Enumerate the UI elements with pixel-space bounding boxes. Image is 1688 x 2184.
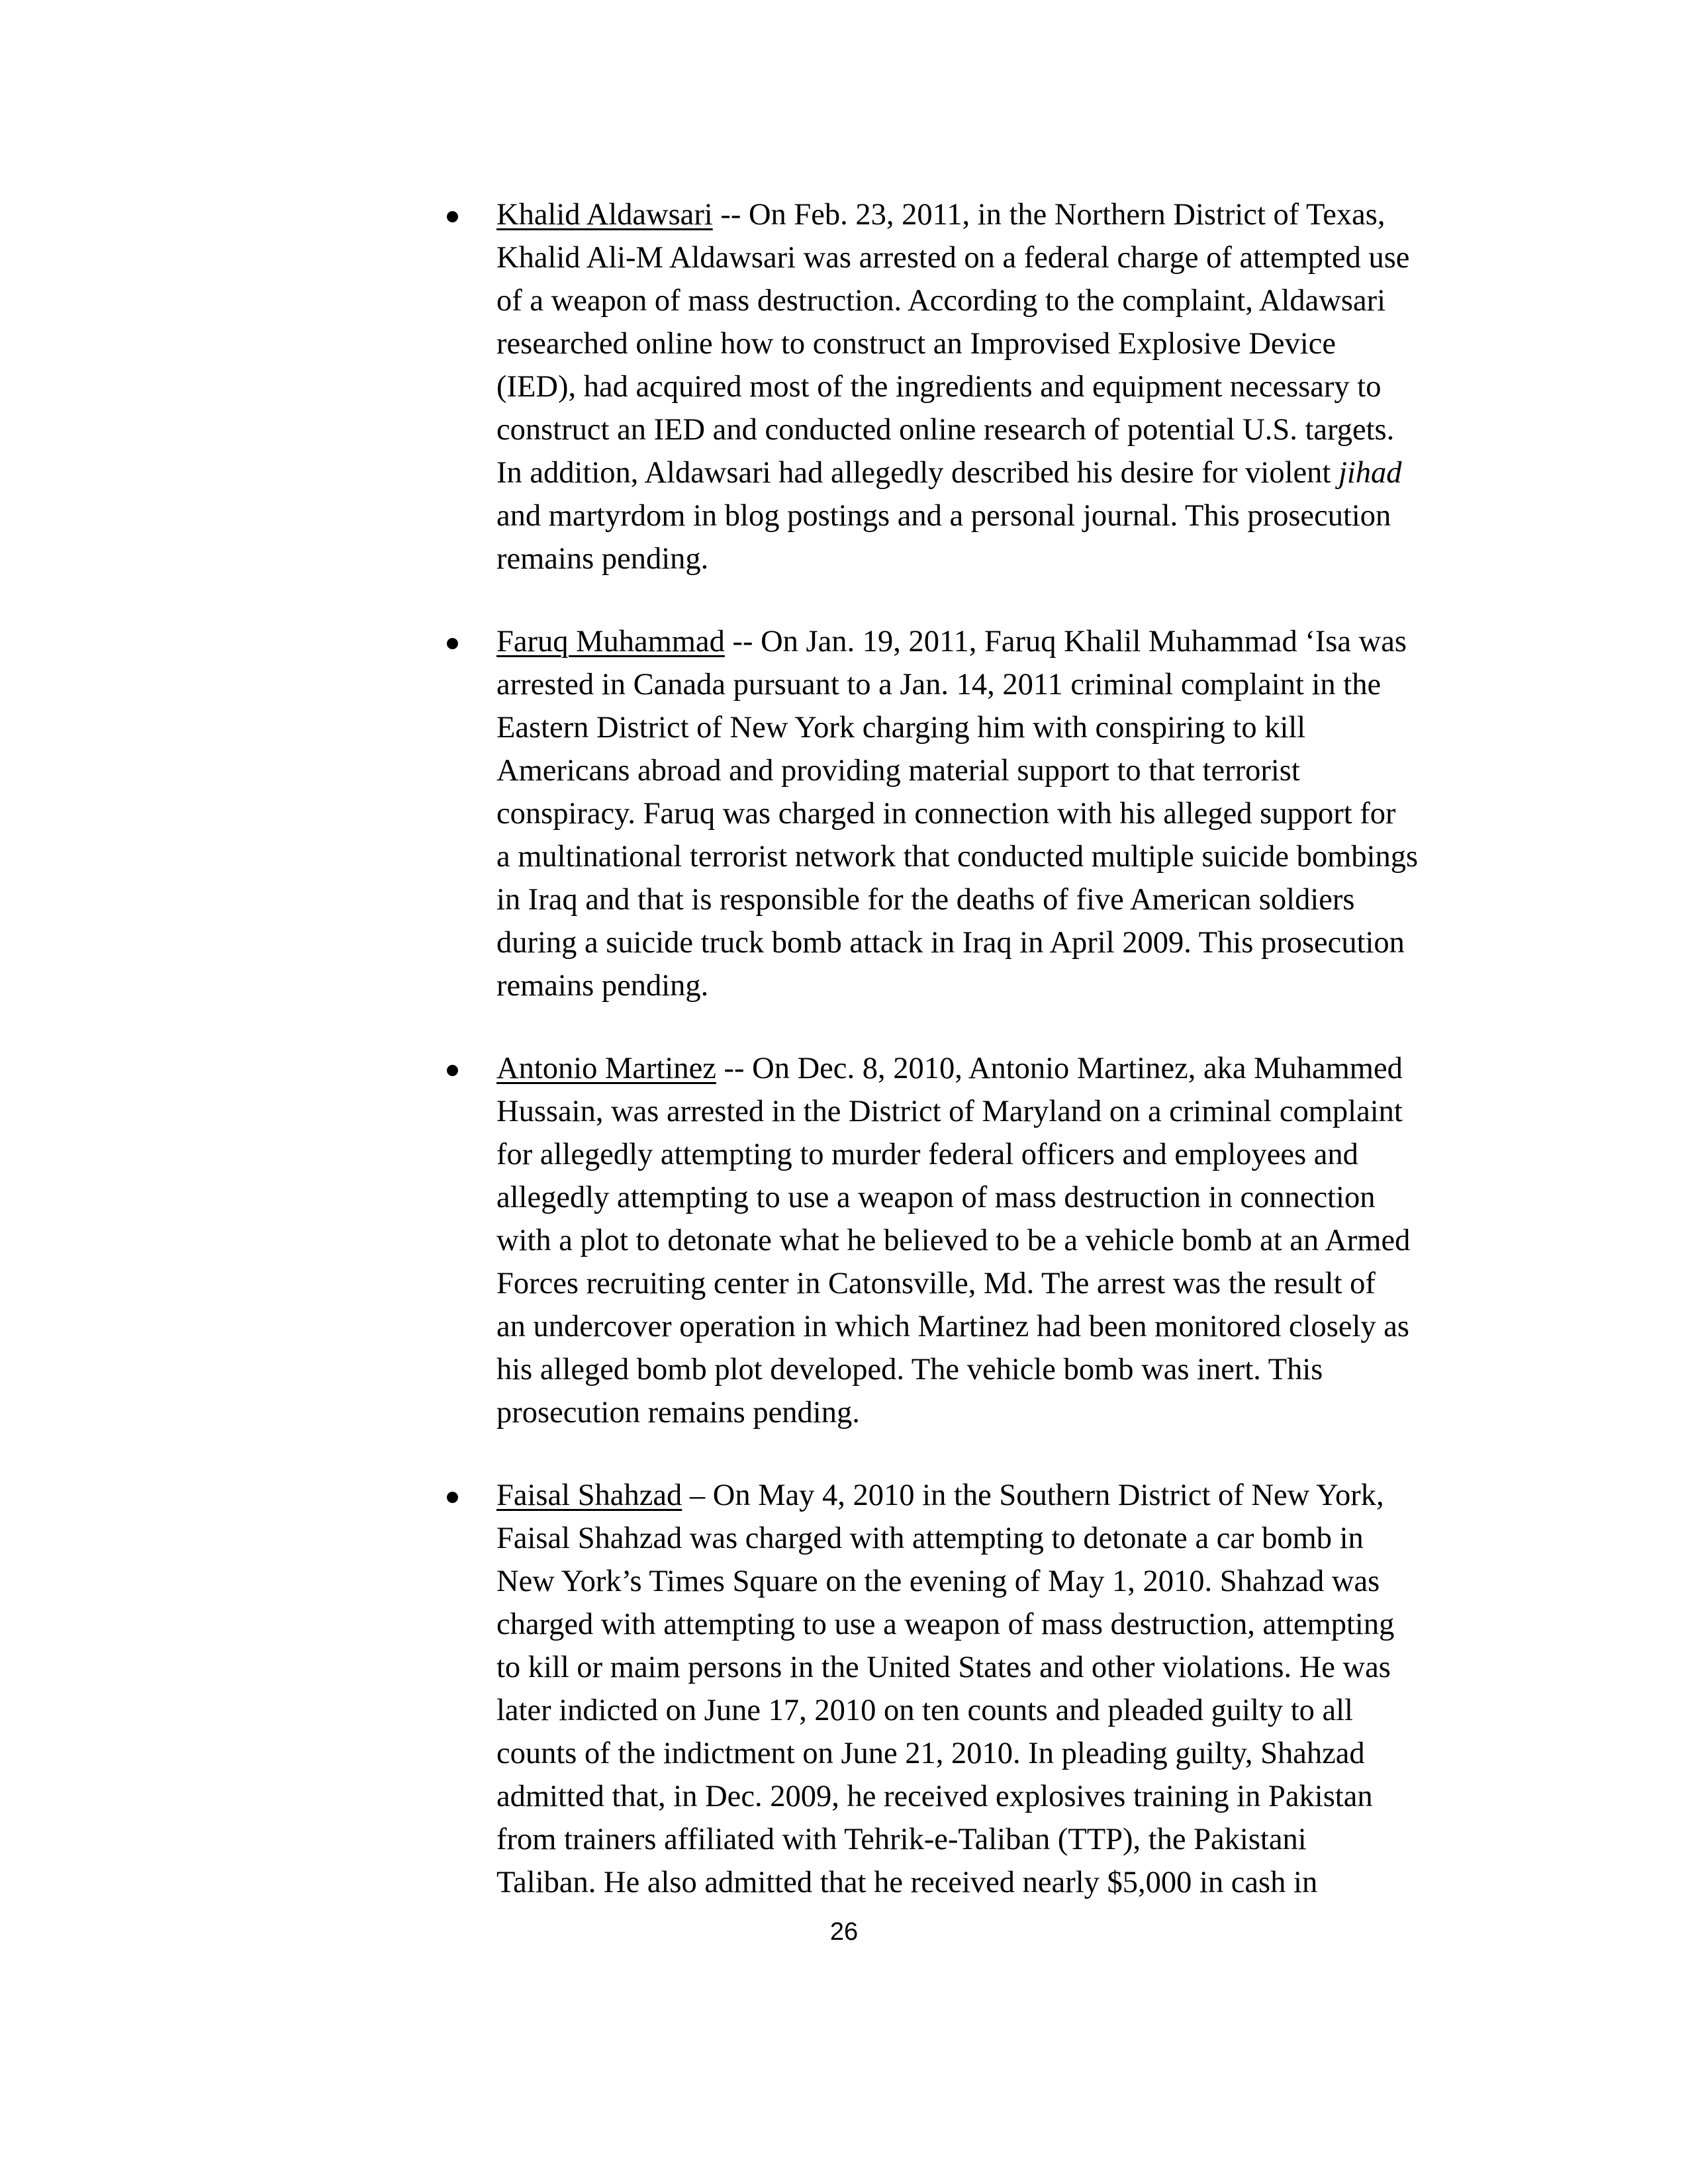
item-line: arrested in Canada pursuant to a Jan. 14, 2011 criminal complaint in the (496, 668, 1382, 702)
item-name: Faruq Muhammad (496, 625, 725, 659)
item-separator: -- (716, 1052, 753, 1085)
item-line: Taliban. He also admitted that he received nearly $5,000 in cash in (496, 1866, 1318, 1899)
item-separator: -- (712, 198, 749, 232)
list-item-faruq-muhammad (496, 620, 1489, 1007)
item-line: On Dec. 8, 2010, Antonio Martinez, aka Muhammed (752, 1052, 1403, 1085)
item-line: On May 4, 2010 in the Southern District of New York, (712, 1479, 1384, 1512)
item-line: New York’s Times Square on the evening of May 1, 2010. Shahzad was (496, 1565, 1380, 1598)
item-name: Khalid Aldawsari (496, 198, 713, 232)
item-name: Faisal Shahzad (496, 1479, 682, 1512)
item-line: Khalid Ali-M Aldawsari was arrested on a federal charge of attempted use (496, 241, 1410, 275)
item-line: an undercover operation in which Martinez had been monitored closely as (496, 1310, 1410, 1343)
item-line: (IED), had acquired most of the ingredients and equipment necessary to (496, 370, 1382, 404)
list-item-faisal-shahzad (496, 1474, 1489, 1904)
item-line: Forces recruiting center in Catonsville, Md. The arrest was the result of (496, 1267, 1376, 1300)
item-line: On Jan. 19, 2011, Faruq Khalil Muhammad ‘Isa was (761, 625, 1407, 659)
item-line: remains pending. (496, 969, 709, 1003)
item-separator: – (682, 1479, 713, 1512)
list-item-khalid-aldawsari (496, 193, 1489, 580)
bullet-list (496, 193, 1489, 1944)
item-line: On Feb. 23, 2011, in the Northern District of Texas, (748, 198, 1385, 232)
bullet-icon (447, 1492, 458, 1503)
item-line: his alleged bomb plot developed. The vehicle bomb was inert. This (496, 1353, 1323, 1387)
item-first-line (496, 1474, 1489, 1517)
item-line: Eastern District of New York charging him with conspiring to kill (496, 711, 1306, 745)
item-first-line (496, 193, 1489, 236)
item-line: charged with attempting to use a weapon of mass destruction, attempting (496, 1608, 1395, 1641)
page-number: 26 (829, 1918, 859, 1946)
item-line: admitted that, in Dec. 2009, he received explosives training in Pakistan (496, 1780, 1373, 1813)
item-line: construct an IED and conducted online research of potential U.S. targets. (496, 413, 1395, 447)
item-first-line (496, 1047, 1489, 1090)
item-line: Hussain, was arrested in the District of Maryland on a criminal complaint (496, 1095, 1403, 1128)
item-line: for allegedly attempting to murder federal officers and employees and (496, 1138, 1358, 1171)
bullet-icon (447, 1065, 458, 1076)
item-line: a multinational terrorist network that conducted multiple suicide bombings (496, 840, 1419, 874)
item-line: to kill or maim persons in the United States and other violations. He was (496, 1651, 1391, 1684)
item-line: prosecution remains pending. (496, 1396, 860, 1430)
item-line: researched online how to construct an Improvised Explosive Device (496, 327, 1336, 361)
item-line: Faisal Shahzad was charged with attempting to detonate a car bomb in (496, 1522, 1364, 1555)
item-line: in Iraq and that is responsible for the deaths of five American soldiers (496, 883, 1355, 917)
item-line: later indicted on June 17, 2010 on ten counts and pleaded guilty to all (496, 1694, 1353, 1727)
item-line: counts of the indictment on June 21, 2010. In pleading guilty, Shahzad (496, 1737, 1365, 1770)
item-line: with a plot to detonate what he believed to be a vehicle bomb at an Armed (496, 1224, 1411, 1257)
item-line: allegedly attempting to use a weapon of mass destruction in connection (496, 1181, 1376, 1214)
item-line-text: In addition, Aldawsari had allegedly described his desire for violent (496, 456, 1338, 490)
item-line: remains pending. (496, 542, 709, 576)
item-line: Americans abroad and providing material support to that terrorist (496, 754, 1300, 788)
item-line: conspiracy. Faruq was charged in connection with his alleged support for (496, 797, 1396, 831)
item-separator: -- (724, 625, 761, 659)
item-line-with-italic (496, 451, 1489, 494)
item-line: of a weapon of mass destruction. According to the complaint, Aldawsari (496, 284, 1386, 318)
item-line: during a suicide truck bomb attack in Iraq in April 2009. This prosecution (496, 926, 1405, 960)
item-first-line (496, 620, 1489, 663)
item-name: Antonio Martinez (496, 1052, 716, 1085)
item-line: and martyrdom in blog postings and a personal journal. This prosecution (496, 499, 1391, 533)
bullet-icon (447, 638, 458, 649)
item-line: from trainers affiliated with Tehrik-e-Taliban (TTP), the Pakistani (496, 1823, 1307, 1856)
list-item-antonio-martinez (496, 1047, 1489, 1434)
italic-term: jihad (1338, 456, 1402, 490)
bullet-icon (447, 211, 458, 222)
